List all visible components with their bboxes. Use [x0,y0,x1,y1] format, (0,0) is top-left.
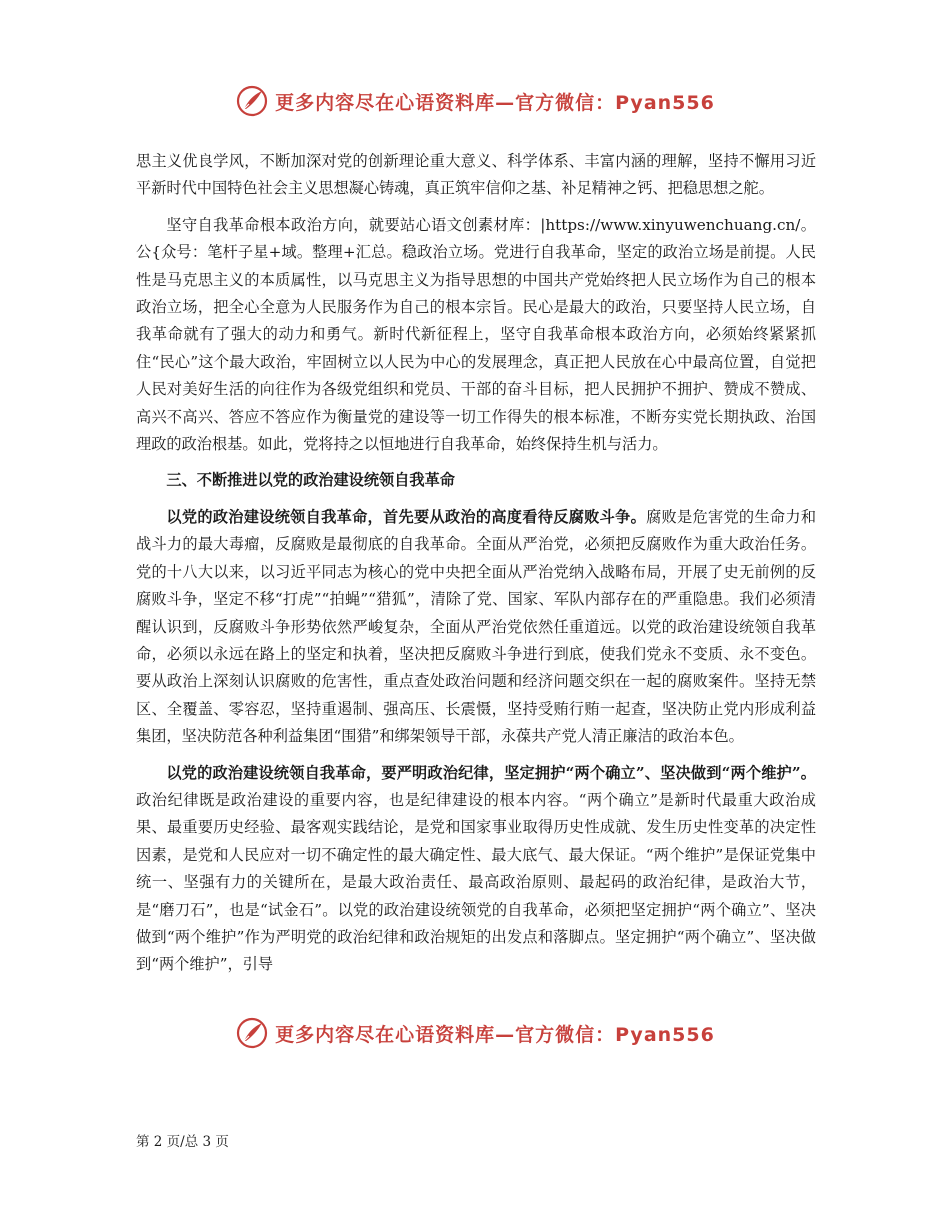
header-banner [0,84,950,118]
footer-banner [0,1016,950,1050]
paragraph-3-lead: 以党的政治建设统领自我革命，首先要从政治的高度看待反腐败斗争。 [166,507,647,526]
page-number: 第 2 页/总 3 页 [136,1134,229,1150]
paragraph-2: 坚守自我革命根本政治方向，就要站心语文创素材库：|https://www.xinyuwenchuang.cn/。公{众号：笔杆子星+域。整理+汇总。稳政治立场。党进行自我革命，坚定的政治立场是前提。人民性是马克思主义的本质属性，以马克思主义为指导思想的中国共产党始终把人民立场作为自己的根本政治立场，把全心全意为人民服务作为自己的根本宗旨。民心是最大的政治，只要坚持人民立场，自我革命就有了强大的动力和勇气。新时代新征程上，坚守自我革命根本政治方向，必须始终紧紧抓住“民心”这个最大政治，牢固树立以人民为中心的发展理念，真正把人民放在心中最高位置，自觉把人民对美好生活的向往作为各级党组织和党员、干部的奋斗目标，把人民拥护不拥护、赞成不赞成、高兴不高兴、答应不答应作为衡量党的建设等一切工作得失的根本标准，不断夯实党长期执政、治国理政的政治根基。如此，党将持之以恒地进行自我革命，始终保持生机与活力。 [136,215,816,454]
banner-text: 更多内容尽在心语资料库—官方微信：Pyan556 [275,1023,715,1046]
section-heading: 三、不断推进以党的政治建设统领自我革命 [166,471,455,490]
pen-feather-icon [235,84,269,118]
paragraph-3 [136,504,816,751]
document-body [136,148,816,979]
banner-text: 更多内容尽在心语资料库—官方微信：Pyan556 [275,91,715,114]
paragraph-4-lead: 以党的政治建设统领自我革命，要严明政治纪律，坚定拥护“两个确立”、坚决做到“两个维护”。 [166,763,816,782]
paragraph-4 [136,760,816,979]
paragraph-3-text: 腐败是危害党的生命力和战斗力的最大毒瘤，反腐败是最彻底的自我革命。全面从严治党，必须把反腐败作为重大政治任务。党的十八大以来，以习近平同志为核心的党中央把全面从严治党纳入战略布局，开展了史无前例的反腐败斗争，坚定不移“打虎”“拍蝇”“猎狐”，清除了党、国家、军队内部存在的严重隐患。我们必须清醒认识到，反腐败斗争形势依然严峻复杂，全面从严治党依然任重道远。以党的政治建设统领自我革命，必须以永远在路上的坚定和执着，坚决把反腐败斗争进行到底，使我们党永不变质、永不变色。要从政治上深刻认识腐败的危害性，重点查处政治问题和经济问题交织在一起的腐败案件。坚持无禁区、全覆盖、零容忍，坚持重遏制、强高压、长震慑，坚持受贿行贿一起查，坚决防止党内形成利益集团，坚决防范各种利益集团“围猎”和绑架领导干部，永葆共产党人清正廉洁的政治本色。 [136,507,817,746]
paragraph-4-text: 政治纪律既是政治建设的重要内容，也是纪律建设的根本内容。“两个确立”是新时代最重大政治成果、最重要历史经验、最客观实践结论，是党和国家事业取得历史性成就、发生历史性变革的决定性因素，是党和人民应对一切不确定性的最大确定性、最大底气、最大保证。“两个维护”是保证党集中统一、坚强有力的关键所在，是最大政治责任、最高政治原则、最起码的政治纪律，是政治大节，是“磨刀石”，也是“试金石”。以党的政治建设统领党的自我革命，必须把坚定拥护“两个确立”、坚决做到“两个维护”作为严明党的政治纪律和政治规矩的出发点和落脚点。坚定拥护“两个确立”、坚决做到“两个维护”，引导 [136,790,816,974]
paragraph-1: 思主义优良学风，不断加深对党的创新理论重大意义、科学体系、丰富内涵的理解，坚持不懈用习近平新时代中国特色社会主义思想凝心铸魂，真正筑牢信仰之基、补足精神之钙、把稳思想之舵。 [136,152,816,198]
pen-feather-icon [235,1016,269,1050]
